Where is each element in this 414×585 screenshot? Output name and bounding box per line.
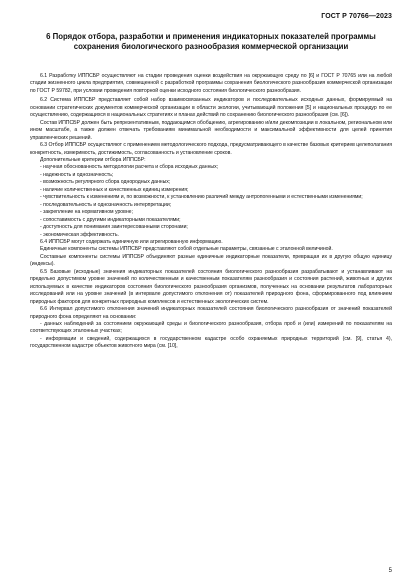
- list-item: - последовательность и однозначность интерпретации;: [40, 201, 172, 208]
- list-item: - наличие количественных и качественных единиц измерения;: [40, 186, 189, 193]
- standard-id: ГОСТ Р 70766—2023: [321, 13, 392, 20]
- paragraph-6-2: 6.2 Система ИППСБР представляет собой набор взаимосвязанных индикаторов и последовательных исходных данных, формируемый на основании стратегических документов коммерческой организации в области экологии, учитывающий положения [5] и национальных процедур по ее осуществлению, содержащихся в национальных стратегиях и планах действий по сохранению биологического разнообразия (см. [6]).: [30, 97, 392, 119]
- list-item: - информации и сведений, содержащихся в государственном кадастре особо охраняемых природных территорий (см. [9], статья 4), государственном кадастре объектов животного мира (см. [10],: [30, 335, 392, 350]
- document-body: [30, 73, 392, 351]
- list-item: - доступность для понимания заинтересованными сторонами;: [40, 224, 188, 231]
- list-item: - научная обоснованность методологии расчета и сбора исходных данных;: [40, 164, 219, 171]
- paragraph-6-4: 6.4 ИППСБР могут содержать единичную или агрегированную информацию.: [40, 238, 223, 245]
- paragraph: Единичные компоненты системы ИППСБР представляют собой отдельные параметры, связанные с эталонной величиной.: [40, 246, 333, 253]
- list-item: - закрепление на нормативном уровне;: [40, 209, 133, 216]
- list-item: - надежность и однозначность;: [40, 171, 114, 178]
- paragraph-6-3: 6.3 Отбор ИППСБР осуществляют с применением методологического подхода, предусматривающего в качестве базовых критериев целеполагания конкретность, измеримость, достижимость, согласованность и установление сроков.: [30, 142, 392, 156]
- paragraph: Состав ИППСБР должен быть репрезентативным, поддающимся обобщению, агрегированию и/или декомпозиции в локальном, региональном или ином масштабе, а также должен отвечать требованиям минимальной необходимости и максимальной эффективности для целей принятия управленческих решений.: [30, 119, 392, 141]
- paragraph: Дополнительные критерии отбора ИППСБР:: [40, 156, 146, 163]
- list-item: - сопоставимость с другими индикаторными показателями;: [40, 216, 181, 223]
- section-heading: 6 Порядок отбора, разработки и применения индикаторных показателей программы сохранения биологического разнообразия коммерческой организации: [46, 32, 376, 51]
- paragraph-6-1: 6.1 Разработку ИППСБР осуществляют на стадии проведения оценки воздействия на окружающую среду по [6] и ГОСТ Р 70765 или на любой стадии жизненного цикла предприятия, совмещенной с разработкой программы сохранения биологического разнообразия коммерческой организации по ГОСТ Р 59782, при условии проведения повторной оценки исходного состояния биологического разнообразия.: [30, 73, 392, 94]
- list-item: - экономическая эффективность.: [40, 231, 119, 238]
- paragraph-6-6: 6.6 Интервал допустимого отклонения значений индикаторных показателей состояния биологического разнообразия от значений показателей природного фона определяют на основании:: [30, 306, 392, 320]
- list-item: - чувствительность к изменениям и, по возможности, к установлению различий между антропогенными и естественными изменениями;: [40, 194, 363, 201]
- page-number: 5: [388, 568, 392, 574]
- list-item: - данных наблюдений за состоянием окружающей среды и биологического разнообразия, отбора проб и (или) измерений по показателям на соответствующих эталонных участках;: [30, 320, 392, 335]
- paragraph-6-5: 6.5 Базовые (исходные) значения индикаторных показателей состояния биологического разнообразия разрабатывают и устанавливают на предельно допустимом уровне значений по количественным и качественным показателям разнообразия и состояния растений, животных и других используемых в качестве индикаторов состояния биологического разнообразия организмов, полученных на основании результатов лабораторных исследований или на уровне значений (в интервале допустимого отклонения от) показателей природного фона, сформированного под влиянием природных факторов для конкретных природных комплексов и естественных экологических систем.: [30, 268, 392, 305]
- list-item: - возможность регулярного сбора однородных данных;: [40, 179, 171, 186]
- paragraph: Составные компоненты системы ИППСБР объединяют разные единичные индикаторные показатели, превращая их в другую общую единицу (индексы).: [30, 253, 392, 268]
